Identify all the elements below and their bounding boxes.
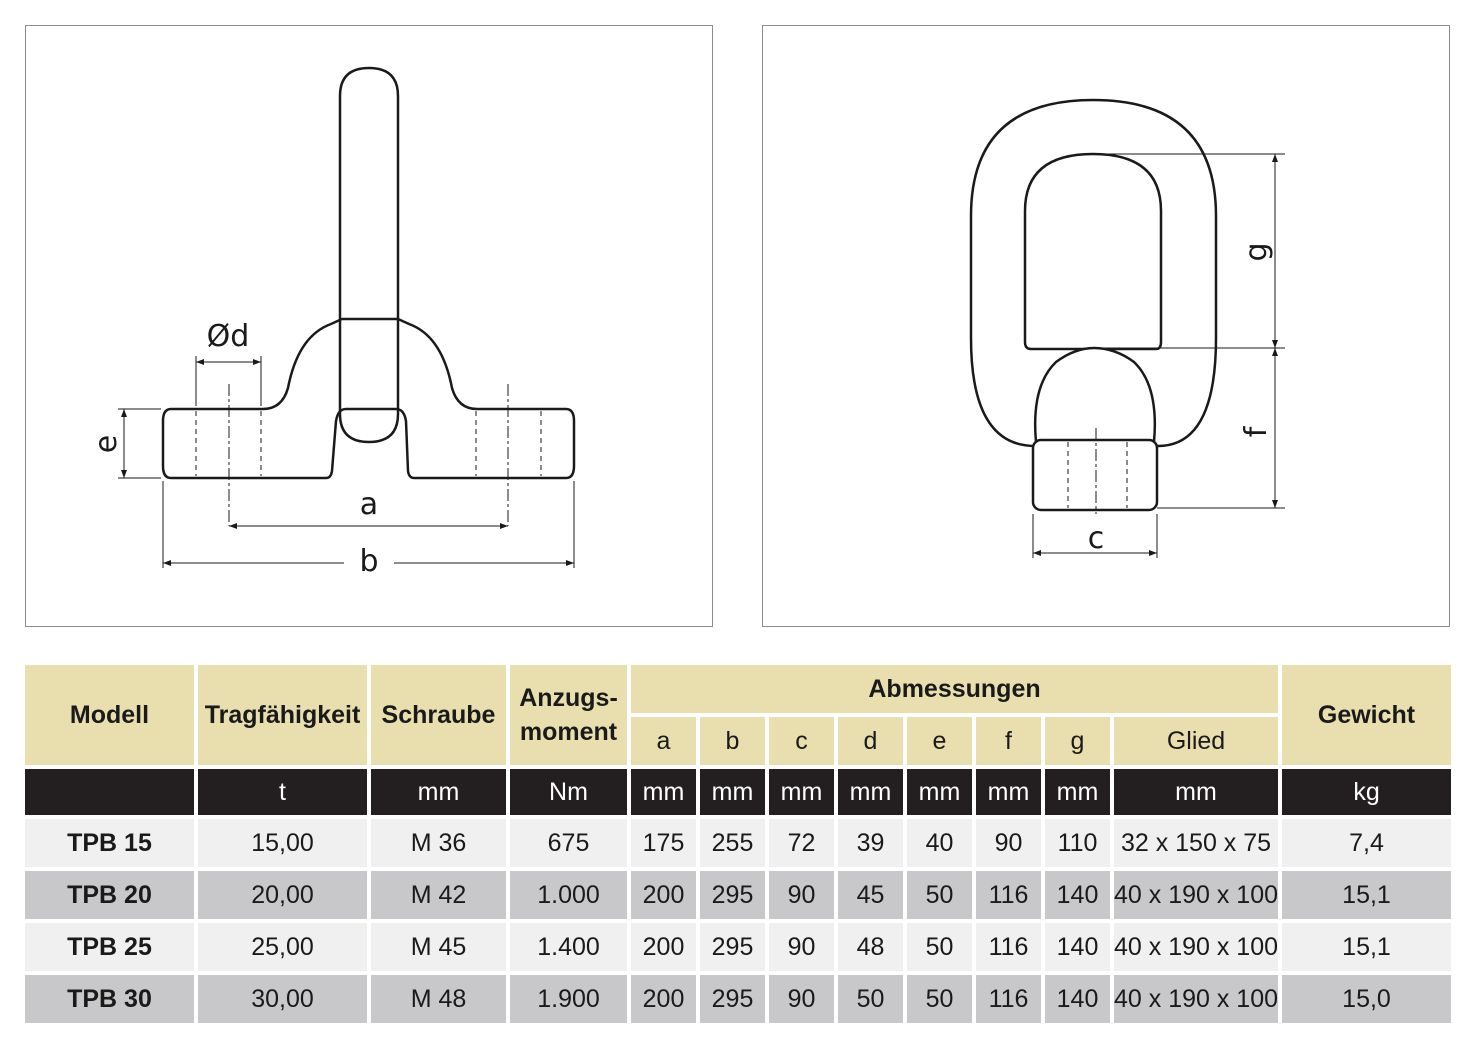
header-row-1 <box>25 665 1451 713</box>
label-c: c <box>1087 521 1105 556</box>
unit-cell: mm <box>631 769 696 815</box>
unit-cell: mm <box>1045 769 1110 815</box>
model-cell: TPB 25 <box>25 923 194 971</box>
table-cell: 1.400 <box>510 923 627 971</box>
header-anzug-line2: moment <box>519 718 618 746</box>
unit-cell: mm <box>769 769 834 815</box>
side-view-svg <box>26 26 714 628</box>
table-cell: 40 x 190 x 100 <box>1114 871 1278 919</box>
table-cell: 50 <box>907 923 972 971</box>
table-cell: 140 <box>1045 871 1110 919</box>
header-sub-f: f <box>976 717 1041 765</box>
table-cell: 45 <box>838 871 903 919</box>
units-row <box>25 769 1451 815</box>
table-cell: M 36 <box>371 819 506 867</box>
unit-cell: mm <box>976 769 1041 815</box>
front-view-drawing <box>762 25 1450 627</box>
front-view-svg <box>763 26 1451 628</box>
table-cell: 90 <box>769 871 834 919</box>
header-abmessungen: Abmessungen <box>631 665 1278 713</box>
table-cell: 7,4 <box>1282 819 1451 867</box>
arrow-heads <box>121 359 574 566</box>
table-cell: 295 <box>700 923 765 971</box>
header-schraube: Schraube <box>371 665 506 765</box>
unit-cell: mm <box>371 769 506 815</box>
header-anzug-line1: Anzugs- <box>519 684 618 712</box>
header-tragfaehigkeit: Tragfähigkeit <box>198 665 367 765</box>
table-cell: 50 <box>838 975 903 1023</box>
table-cell: 140 <box>1045 975 1110 1023</box>
label-d: Ød <box>206 319 250 354</box>
unit-cell: mm <box>907 769 972 815</box>
table-cell: 116 <box>976 923 1041 971</box>
table-cell: 50 <box>907 975 972 1023</box>
side-view-drawing <box>25 25 713 627</box>
label-f: f <box>1239 426 1274 438</box>
label-b: b <box>359 544 379 579</box>
table-cell: 116 <box>976 871 1041 919</box>
table-cell: 200 <box>631 975 696 1023</box>
table-cell: 1.900 <box>510 975 627 1023</box>
unit-cell <box>25 769 194 815</box>
header-modell: Modell <box>25 665 194 765</box>
table-cell: M 48 <box>371 975 506 1023</box>
part-outline <box>163 68 574 478</box>
table-cell: 15,0 <box>1282 975 1451 1023</box>
header-sub-a: a <box>631 717 696 765</box>
unit-cell: kg <box>1282 769 1451 815</box>
label-a: a <box>359 487 379 522</box>
table-cell: 90 <box>769 923 834 971</box>
table-cell: 675 <box>510 819 627 867</box>
header-anzugsmoment <box>510 665 627 765</box>
table-cell: 110 <box>1045 819 1110 867</box>
table-cell: 40 <box>907 819 972 867</box>
table-cell: 116 <box>976 975 1041 1023</box>
header-sub-c: c <box>769 717 834 765</box>
hidden-lines <box>196 411 541 476</box>
unit-cell: mm <box>700 769 765 815</box>
table-cell: 175 <box>631 819 696 867</box>
table-cell: M 42 <box>371 871 506 919</box>
table-cell: 39 <box>838 819 903 867</box>
unit-cell: t <box>198 769 367 815</box>
table-cell: 32 x 150 x 75 <box>1114 819 1278 867</box>
table-cell: 40 x 190 x 100 <box>1114 923 1278 971</box>
model-cell: TPB 20 <box>25 871 194 919</box>
table-cell: 255 <box>700 819 765 867</box>
table-cell: 15,00 <box>198 819 367 867</box>
table-cell: 295 <box>700 871 765 919</box>
spec-table <box>21 661 1455 1027</box>
table-cell: 200 <box>631 871 696 919</box>
header-sub-g: g <box>1045 717 1110 765</box>
table-row <box>25 819 1451 867</box>
header-sub-e: e <box>907 717 972 765</box>
table-cell: 25,00 <box>198 923 367 971</box>
model-cell: TPB 15 <box>25 819 194 867</box>
dimension-lines <box>118 356 574 568</box>
table-row <box>25 975 1451 1023</box>
header-sub-glied: Glied <box>1114 717 1278 765</box>
unit-cell: mm <box>1114 769 1278 815</box>
unit-cell: Nm <box>510 769 627 815</box>
table-cell: 40 x 190 x 100 <box>1114 975 1278 1023</box>
table-row <box>25 871 1451 919</box>
header-sub-d: d <box>838 717 903 765</box>
model-cell: TPB 30 <box>25 975 194 1023</box>
table-row <box>25 923 1451 971</box>
label-e: e <box>89 434 124 454</box>
table-cell: 30,00 <box>198 975 367 1023</box>
header-gewicht: Gewicht <box>1282 665 1451 765</box>
table-cell: 295 <box>700 975 765 1023</box>
table-cell: 200 <box>631 923 696 971</box>
table-cell: 20,00 <box>198 871 367 919</box>
label-g: g <box>1239 242 1274 262</box>
table-cell: 15,1 <box>1282 923 1451 971</box>
table-cell: 90 <box>976 819 1041 867</box>
table-cell: M 45 <box>371 923 506 971</box>
table-cell: 48 <box>838 923 903 971</box>
table-cell: 72 <box>769 819 834 867</box>
table-cell: 15,1 <box>1282 871 1451 919</box>
header-sub-b: b <box>700 717 765 765</box>
eye-bolt-outline <box>1033 348 1157 510</box>
table-cell: 90 <box>769 975 834 1023</box>
table-cell: 1.000 <box>510 871 627 919</box>
table-cell: 140 <box>1045 923 1110 971</box>
table-cell: 50 <box>907 871 972 919</box>
unit-cell: mm <box>838 769 903 815</box>
